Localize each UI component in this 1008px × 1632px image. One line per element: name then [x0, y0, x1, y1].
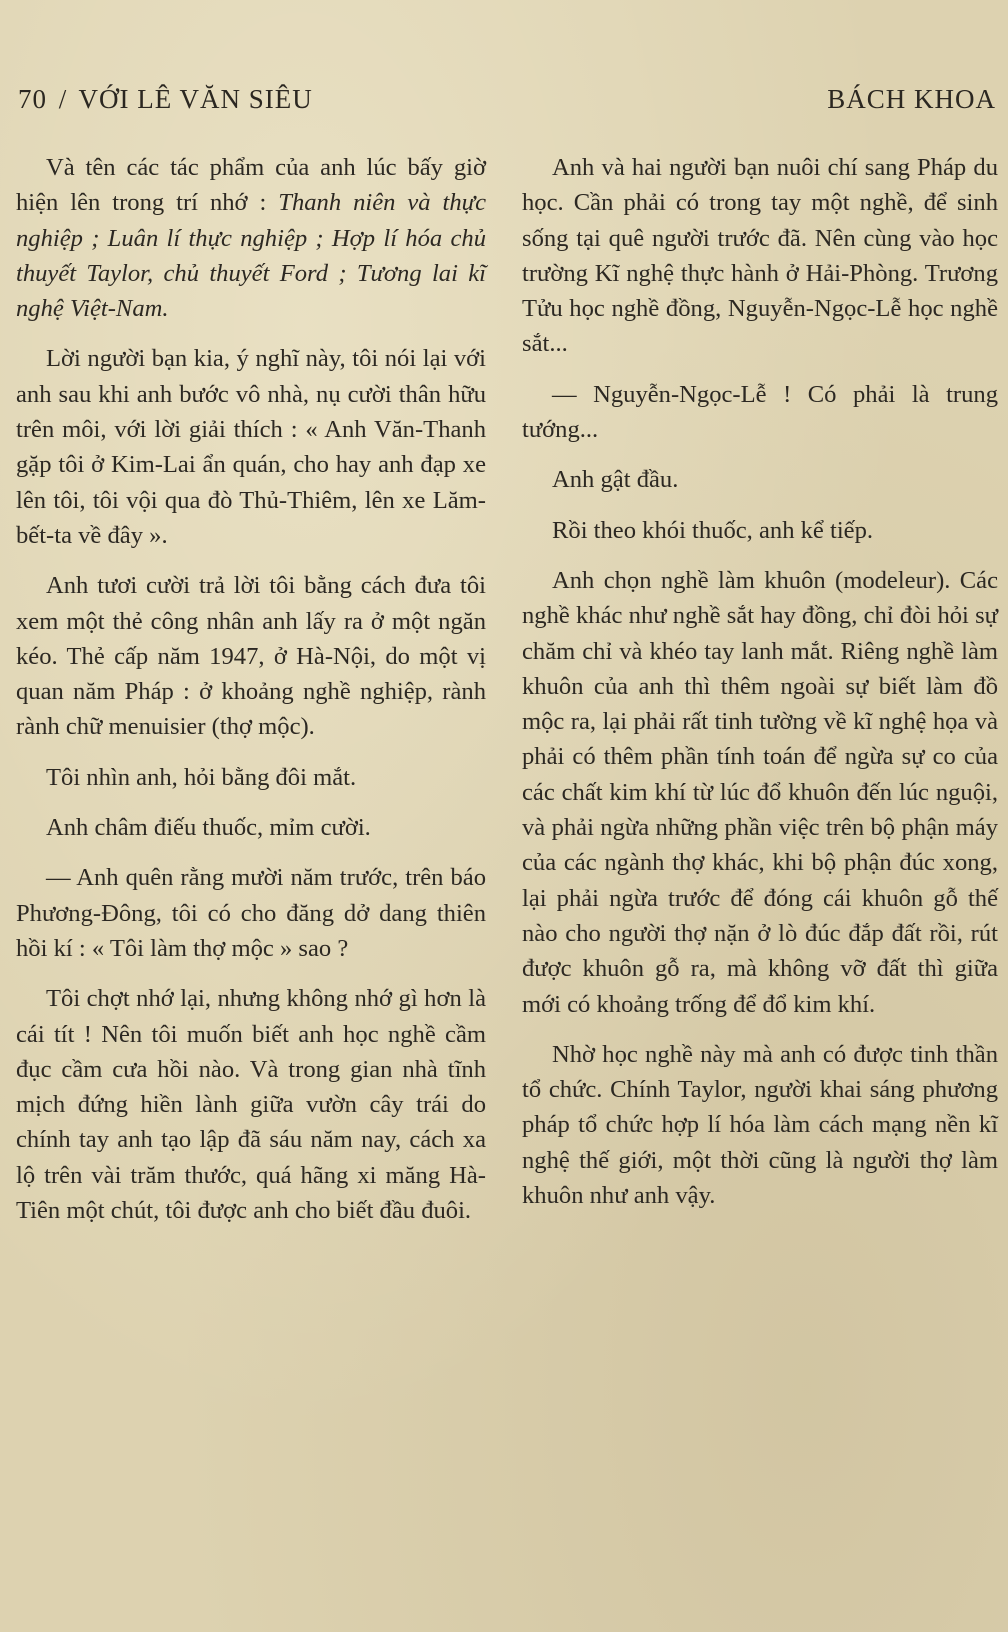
paragraph-text: Và tên các tác phẩm của anh lúc bấy giờ hiện lên trong trí nhớ : — [16, 154, 486, 217]
paragraph: Anh gật đầu. — [552, 466, 679, 494]
header-separator: / — [58, 84, 68, 114]
paragraph: Nhờ học nghề này mà anh có được tinh thần tổ chức. Chính Taylor, người khai sáng phương pháp tổ chức hợp lí hóa làm cách mạng nền kĩ nghệ thế giới, một thời cũng là người thợ làm khuôn như anh vậy. — [522, 1040, 998, 1210]
paragraph: Anh chọn nghề làm khuôn (modeleur). Các nghề khác như nghề sắt hay đồng, chỉ đòi hỏi sự chăm chỉ và khéo tay lanh mắt. Riêng nghề làm khuôn của anh thì thêm ngoài sự biết làm đồ mộc ra, lại phải rất tinh tường về kĩ nghệ họa và phải có thêm phần tính toán để ngừa sự co của các chất kim khí từ lúc đổ khuôn đến lúc nguội, và phải ngừa những phần việc trên bộ phận máy của các ngành thợ khác, khi bộ phận đúc xong, lại phải ngừa trước để đóng cái khuôn gỗ thế nào cho người thợ nặn ở lò đúc đắp đất rồi, rút được khuôn gỗ ra, mà không vỡ đất thì giữa mới có khoảng trống để đổ kim khí. — [522, 566, 998, 1018]
paragraph: Tôi nhìn anh, hỏi bằng đôi mắt. — [46, 763, 357, 791]
paragraph — [16, 150, 486, 326]
paragraph: — Anh quên rằng mười năm trước, trên báo Phương-Đông, tôi có cho đăng dở dang thiên hồi kí : « Tôi làm thợ mộc » sao ? — [16, 864, 486, 962]
paragraph: Tôi chợt nhớ lại, nhưng không nhớ gì hơn là cái tít ! Nên tôi muốn biết anh học nghề cầm đục cầm cưa hồi nào. Và trong gian nhà tĩnh mịch đứng hiền lành giữa vườn cây trái do chính tay anh tạo lập đã sáu năm nay, cách xa lộ trên vài trăm thước, quá hãng xi măng Hà-Tiên một chút, tôi được anh cho biết đầu đuôi. — [16, 985, 486, 1225]
book-titles: Thanh niên và thực nghiệp ; Luân lí thực nghiệp ; Hợp lí hóa chủ thuyết Taylor, chủ thuyết Ford ; Tương lai kĩ nghệ Việt-Nam. — [16, 189, 486, 323]
paragraph: Anh tươi cười trả lời tôi bằng cách đưa tôi xem một thẻ công nhân anh lấy ra ở một ngăn kéo. Thẻ cấp năm 1947, ở Hà-Nội, do một vị quan năm Pháp : ở khoảng nghề nghiệp, rành rành chữ menuisier (thợ mộc). — [16, 572, 486, 741]
header-left — [18, 84, 317, 115]
paragraph: Anh châm điếu thuốc, mỉm cười. — [46, 814, 371, 842]
right-column — [522, 150, 998, 1228]
running-header — [18, 84, 996, 124]
paragraph: Rồi theo khói thuốc, anh kể tiếp. — [552, 516, 874, 544]
left-column — [16, 150, 486, 1243]
paragraph: — Nguyễn-Ngọc-Lễ ! Có phải là trung tướng... — [522, 380, 998, 444]
paragraph: Anh và hai người bạn nuôi chí sang Pháp du học. Cần phải có trong tay một nghề, để sinh sống tại quê người trước đã. Nên cùng vào học trường Kĩ nghệ thực hành ở Hải-Phòng. Trương Tửu học nghề đồng, Nguyễn-Ngọc-Lễ học nghề sắt... — [522, 154, 998, 358]
magazine-name: BÁCH KHOA — [827, 84, 996, 114]
running-title: VỚI LÊ VĂN SIÊU — [78, 84, 313, 114]
paragraph: Lời người bạn kia, ý nghĩ này, tôi nói lại với anh sau khi anh bước vô nhà, nụ cười thân hữu trên môi, với lời giải thích : « Anh Văn-Thanh gặp tôi ở Kim-Lai ẩn quán, cho hay anh đạp xe lên tôi, tôi vội qua đò Thủ-Thiêm, lên xe Lăm-bết-ta về đây ». — [16, 345, 486, 549]
page-number: 70 — [18, 84, 47, 114]
